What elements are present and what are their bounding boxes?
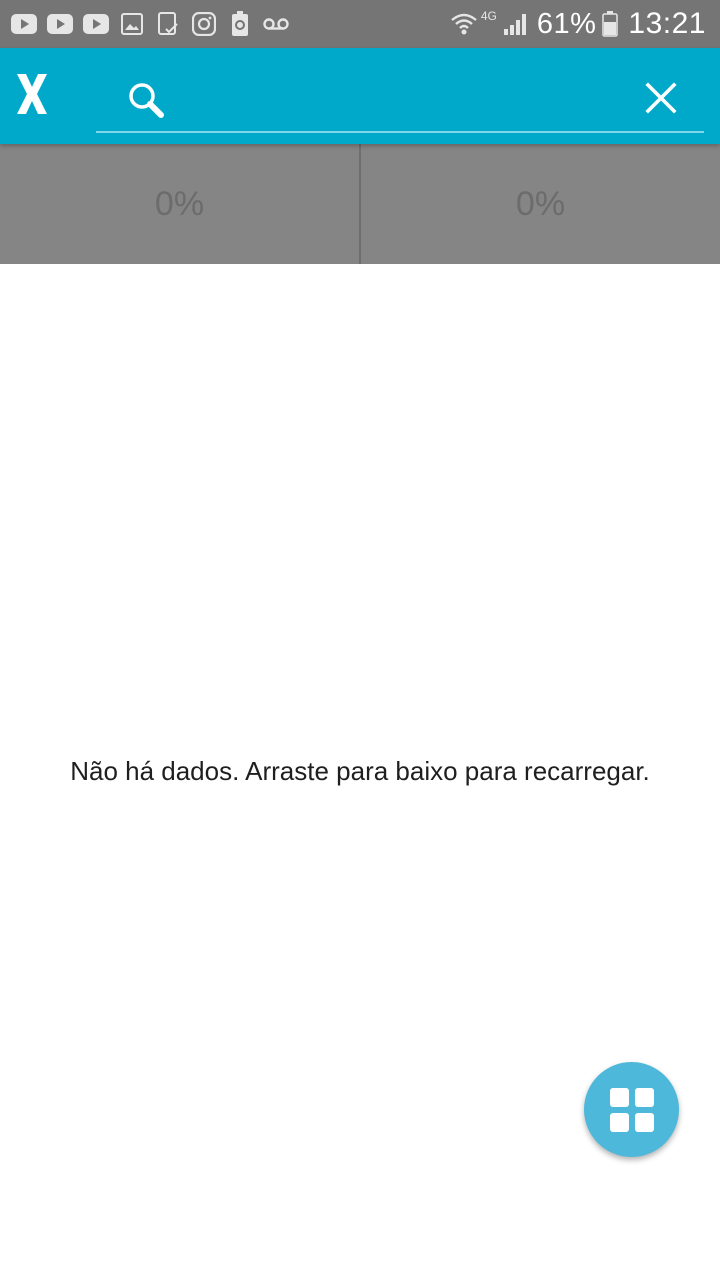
search-icon [126,80,166,120]
app-bar [0,48,720,144]
youtube-icon [10,10,38,38]
battery-icon [602,11,618,37]
tablet-check-icon [154,10,182,38]
voicemail-icon [262,10,290,38]
grid-icon [610,1088,654,1132]
empty-state-message: Não há dados. Arraste para baixo para recarregar. [70,756,650,786]
youtube-icon [46,10,74,38]
battery-percent: 61% [536,7,597,40]
close-icon [645,82,677,114]
instagram-icon [190,10,218,38]
clear-search-button[interactable] [636,70,686,120]
battery-recycle-icon [226,10,254,38]
grid-menu-button[interactable] [584,1062,679,1157]
app-logo[interactable] [14,70,50,118]
network-type-label: 4G [480,9,497,23]
search-underline [96,131,704,133]
notification-icons [10,10,298,38]
signal-icon [503,12,529,36]
status-bar [0,0,720,48]
clock: 13:21 [628,7,706,40]
gallery-icon [118,10,146,38]
stats-row [0,144,720,264]
search-input[interactable] [180,76,620,124]
stat-right: 0% [515,184,566,223]
wifi-icon [451,12,477,36]
system-status [445,0,706,48]
stat-left: 0% [154,184,205,223]
youtube-icon [82,10,110,38]
